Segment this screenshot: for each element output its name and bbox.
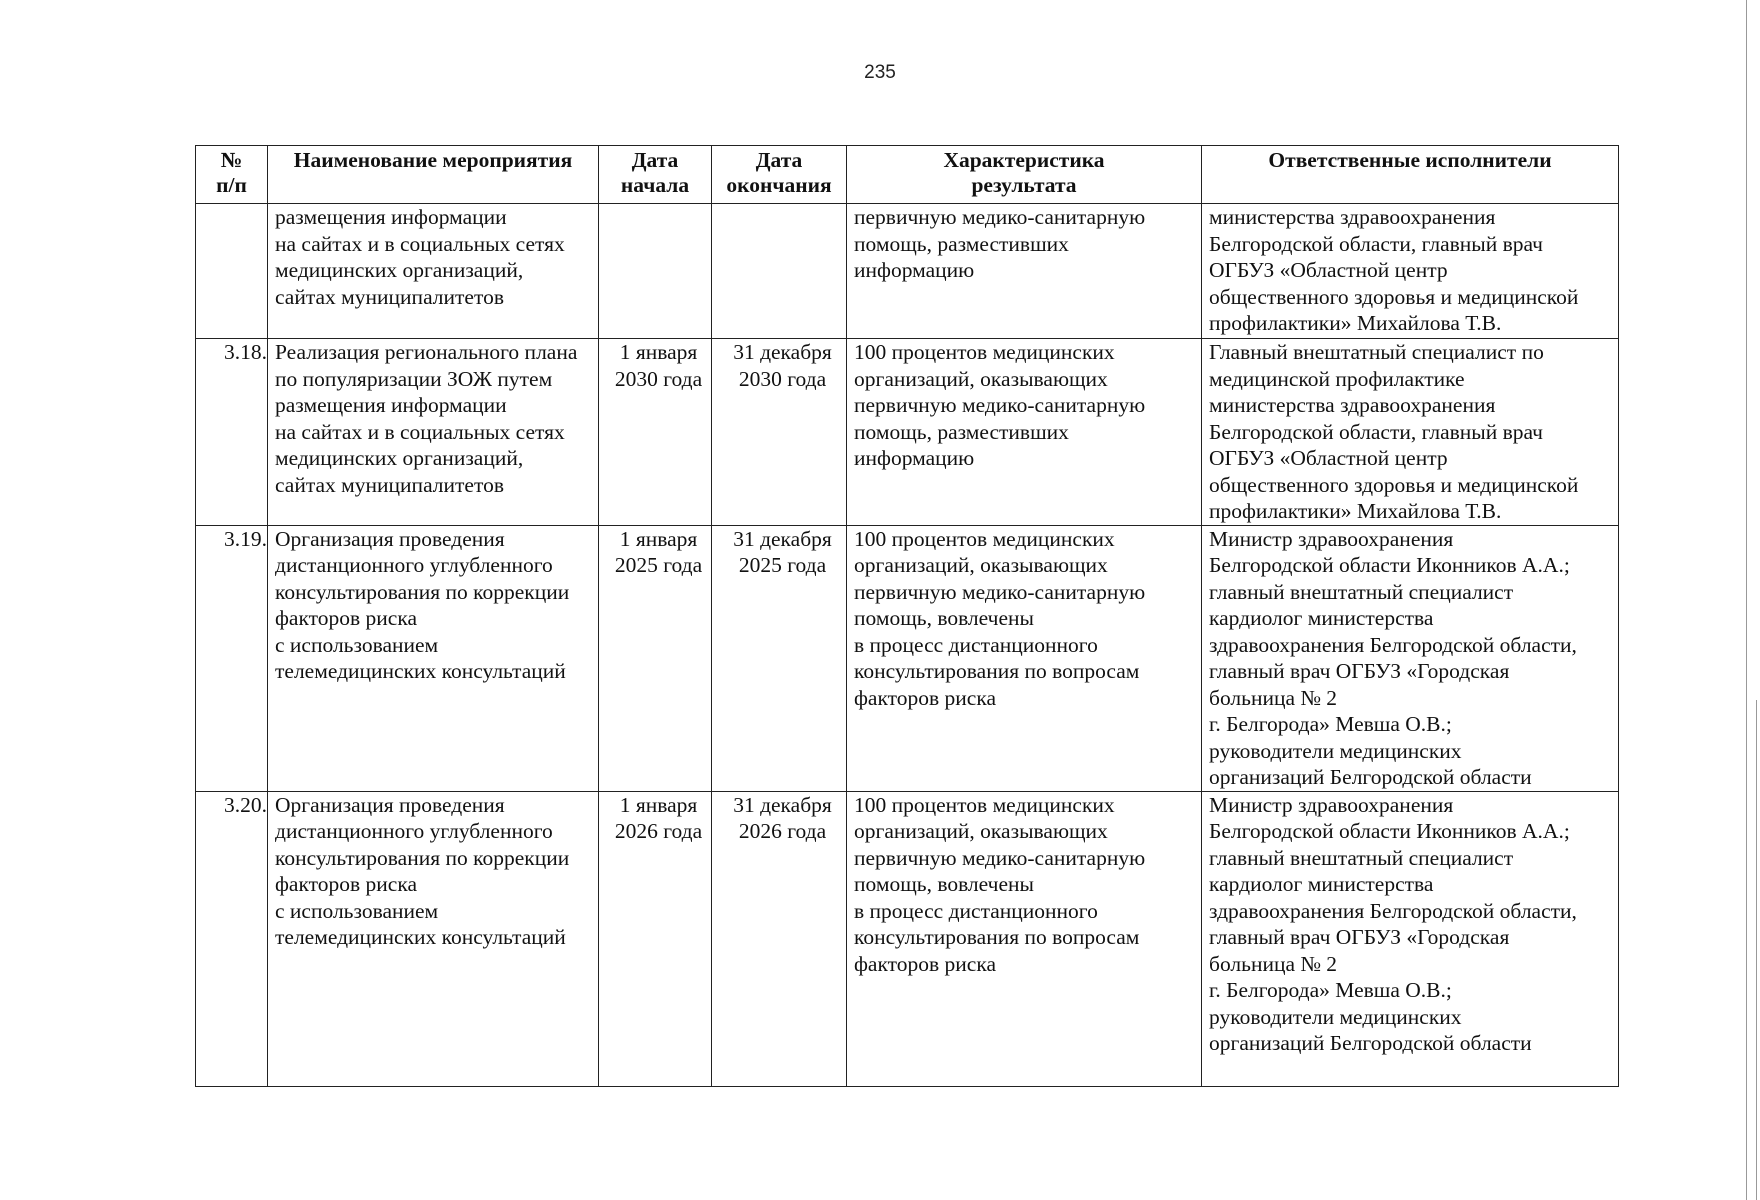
text-line: Белгородской области, главный врач bbox=[1209, 231, 1543, 256]
text-line: ОГБУЗ «Областной центр bbox=[1209, 446, 1448, 470]
text-line: размещения информации bbox=[275, 205, 507, 229]
start-date-cell bbox=[599, 791, 712, 1086]
header-cell-result bbox=[847, 146, 1202, 204]
text-line: профилактики» Михайлова Т.В. bbox=[1209, 499, 1502, 523]
text-line: дистанционного углубленного bbox=[275, 819, 553, 843]
start-date-cell bbox=[599, 339, 712, 526]
text-line: с использованием bbox=[275, 898, 439, 923]
text-line: больница № 2 bbox=[1209, 951, 1338, 976]
text-line: медицинской профилактике bbox=[1209, 366, 1465, 391]
text-line: организаций, оказывающих bbox=[854, 819, 1108, 843]
row-number-cell: 3.18. bbox=[196, 339, 268, 526]
text-line: 2030 года bbox=[738, 366, 827, 391]
text-line: организаций, оказывающих bbox=[854, 553, 1108, 577]
text-line: первичную медико-санитарную bbox=[854, 845, 1146, 870]
header-cell-end-date bbox=[712, 146, 847, 204]
activity-name-cell bbox=[268, 204, 599, 339]
text-line: 2030 года bbox=[614, 366, 703, 391]
text-line: Министр здравоохранения bbox=[1209, 792, 1454, 817]
text-line: первичную медико-санитарную bbox=[854, 205, 1146, 229]
text-line: факторов риска bbox=[854, 685, 996, 710]
responsible-cell bbox=[1202, 204, 1619, 339]
text-line: 31 декабря bbox=[733, 340, 832, 364]
text-line: общественного здоровья и медицинской bbox=[1209, 284, 1579, 309]
text-line: № bbox=[220, 148, 243, 172]
text-line: главный врач ОГБУЗ «Городская bbox=[1209, 659, 1510, 683]
header-cell-start-date bbox=[599, 146, 712, 204]
text-line: больница № 2 bbox=[1209, 685, 1338, 710]
text-line: главный внештатный специалист bbox=[1209, 579, 1514, 604]
text-line: министерства здравоохранения bbox=[1209, 393, 1496, 417]
result-cell bbox=[847, 204, 1202, 339]
responsible-cell bbox=[1202, 525, 1619, 791]
text-line: 100 процентов медицинских bbox=[854, 526, 1115, 551]
text-line: дистанционного углубленного bbox=[275, 553, 553, 577]
responsible-cell bbox=[1202, 339, 1619, 526]
text-line: 2026 года bbox=[614, 819, 703, 843]
text-line: 2026 года bbox=[738, 819, 827, 843]
text-line: телемедицинских консультаций bbox=[275, 925, 566, 949]
text-line: начала bbox=[620, 173, 690, 197]
text-line: первичную медико-санитарную bbox=[854, 393, 1146, 417]
text-line: размещения информации bbox=[275, 393, 507, 417]
start-date-cell bbox=[599, 204, 712, 339]
text-line: Дата bbox=[755, 148, 803, 172]
text-line: руководители медицинских bbox=[1209, 1004, 1462, 1029]
start-date-cell bbox=[599, 525, 712, 791]
text-line: Министр здравоохранения bbox=[1209, 526, 1454, 551]
text-line: кардиолог министерства bbox=[1209, 872, 1434, 896]
header-cell-responsible bbox=[1202, 146, 1619, 204]
text-line: окончания bbox=[726, 173, 832, 197]
text-line: сайтах муниципалитетов bbox=[275, 284, 504, 309]
text-line: в процесс дистанционного bbox=[854, 632, 1098, 657]
text-line: здравоохранения Белгородской области, bbox=[1209, 898, 1577, 923]
header-cell-name bbox=[268, 146, 599, 204]
scan-edge-line bbox=[1746, 0, 1747, 1200]
row-number-cell bbox=[196, 204, 268, 339]
text-line: консультирования по вопросам bbox=[854, 659, 1140, 683]
text-line: медицинских организаций, bbox=[275, 258, 524, 282]
page-number: 235 bbox=[864, 62, 896, 83]
header-cell-number bbox=[196, 146, 268, 204]
text-line: консультирования по коррекции bbox=[275, 845, 570, 870]
text-line: помощь, вовлечены bbox=[854, 606, 1034, 630]
text-line: факторов риска bbox=[275, 872, 417, 896]
text-line: здравоохранения Белгородской области, bbox=[1209, 632, 1577, 657]
text-line: Белгородской области Иконников А.А.; bbox=[1209, 553, 1570, 577]
text-line: Организация проведения bbox=[275, 526, 505, 551]
text-line: Характеристика bbox=[943, 148, 1105, 172]
text-line: общественного здоровья и медицинской bbox=[1209, 472, 1579, 497]
text-line: ОГБУЗ «Областной центр bbox=[1209, 258, 1448, 282]
text-line: телемедицинских консультаций bbox=[275, 659, 566, 683]
text-line: профилактики» Михайлова Т.В. bbox=[1209, 311, 1502, 335]
text-line: факторов риска bbox=[854, 951, 996, 976]
text-line: г. Белгорода» Мевша О.В.; bbox=[1209, 978, 1452, 1002]
text-line: по популяризации ЗОЖ путем bbox=[275, 366, 553, 391]
text-line: на сайтах и в социальных сетях bbox=[275, 231, 565, 256]
table-row bbox=[196, 339, 1619, 526]
result-cell bbox=[847, 525, 1202, 791]
text-line: информацию bbox=[854, 446, 975, 470]
text-line: факторов риска bbox=[275, 606, 417, 630]
text-line: руководители медицинских bbox=[1209, 738, 1462, 763]
text-line: на сайтах и в социальных сетях bbox=[275, 419, 565, 444]
activity-name-cell bbox=[268, 791, 599, 1086]
text-line: первичную медико-санитарную bbox=[854, 579, 1146, 604]
table-row bbox=[196, 791, 1619, 1086]
text-line: организаций Белгородской области bbox=[1209, 1031, 1532, 1055]
activity-name-cell bbox=[268, 525, 599, 791]
text-line: г. Белгорода» Мевша О.В.; bbox=[1209, 712, 1452, 736]
text-line: Организация проведения bbox=[275, 792, 505, 817]
row-number-cell: 3.20. bbox=[196, 791, 268, 1086]
text-line: главный внештатный специалист bbox=[1209, 845, 1514, 870]
result-cell bbox=[847, 791, 1202, 1086]
text-line: главный врач ОГБУЗ «Городская bbox=[1209, 925, 1510, 949]
end-date-cell bbox=[712, 791, 847, 1086]
text-line: 1 января bbox=[619, 340, 698, 364]
text-line: кардиолог министерства bbox=[1209, 606, 1434, 630]
text-line: результата bbox=[971, 173, 1077, 197]
text-line: Белгородской области Иконников А.А.; bbox=[1209, 819, 1570, 843]
text-line: 2025 года bbox=[738, 553, 827, 577]
text-line: Дата bbox=[631, 148, 679, 172]
responsible-cell bbox=[1202, 791, 1619, 1086]
text-line: медицинских организаций, bbox=[275, 446, 524, 470]
end-date-cell bbox=[712, 525, 847, 791]
text-line: 31 декабря bbox=[733, 526, 832, 551]
text-line: п/п bbox=[216, 173, 247, 197]
text-line: 1 января bbox=[619, 526, 698, 551]
table-row bbox=[196, 204, 1619, 339]
table-row bbox=[196, 525, 1619, 791]
text-line: организаций, оказывающих bbox=[854, 366, 1108, 391]
result-cell bbox=[847, 339, 1202, 526]
text-line: 1 января bbox=[619, 792, 698, 817]
end-date-cell bbox=[712, 339, 847, 526]
text-line: Наименование мероприятия bbox=[293, 148, 573, 172]
text-line: консультирования по коррекции bbox=[275, 579, 570, 604]
text-line: 100 процентов медицинских bbox=[854, 792, 1115, 817]
text-line: 2025 года bbox=[614, 553, 703, 577]
text-line: Белгородской области, главный врач bbox=[1209, 419, 1543, 444]
text-line: 31 декабря bbox=[733, 792, 832, 817]
text-line: консультирования по вопросам bbox=[854, 925, 1140, 949]
text-line: помощь, разместивших bbox=[854, 231, 1069, 256]
text-line: помощь, вовлечены bbox=[854, 872, 1034, 896]
activity-name-cell bbox=[268, 339, 599, 526]
text-line: организаций Белгородской области bbox=[1209, 765, 1532, 789]
text-line: Ответственные исполнители bbox=[1268, 148, 1552, 172]
scan-edge-line bbox=[1756, 700, 1757, 1200]
table-header-row bbox=[196, 146, 1619, 204]
text-line: помощь, разместивших bbox=[854, 419, 1069, 444]
text-line: сайтах муниципалитетов bbox=[275, 472, 504, 497]
end-date-cell bbox=[712, 204, 847, 339]
text-line: 100 процентов медицинских bbox=[854, 340, 1115, 364]
text-line: Главный внештатный специалист по bbox=[1209, 340, 1544, 364]
text-line: с использованием bbox=[275, 632, 439, 657]
row-number-cell: 3.19. bbox=[196, 525, 268, 791]
text-line: информацию bbox=[854, 258, 975, 282]
text-line: Реализация регионального плана bbox=[275, 340, 578, 364]
text-line: в процесс дистанционного bbox=[854, 898, 1098, 923]
activities-table bbox=[195, 145, 1619, 1087]
text-line: министерства здравоохранения bbox=[1209, 205, 1496, 229]
